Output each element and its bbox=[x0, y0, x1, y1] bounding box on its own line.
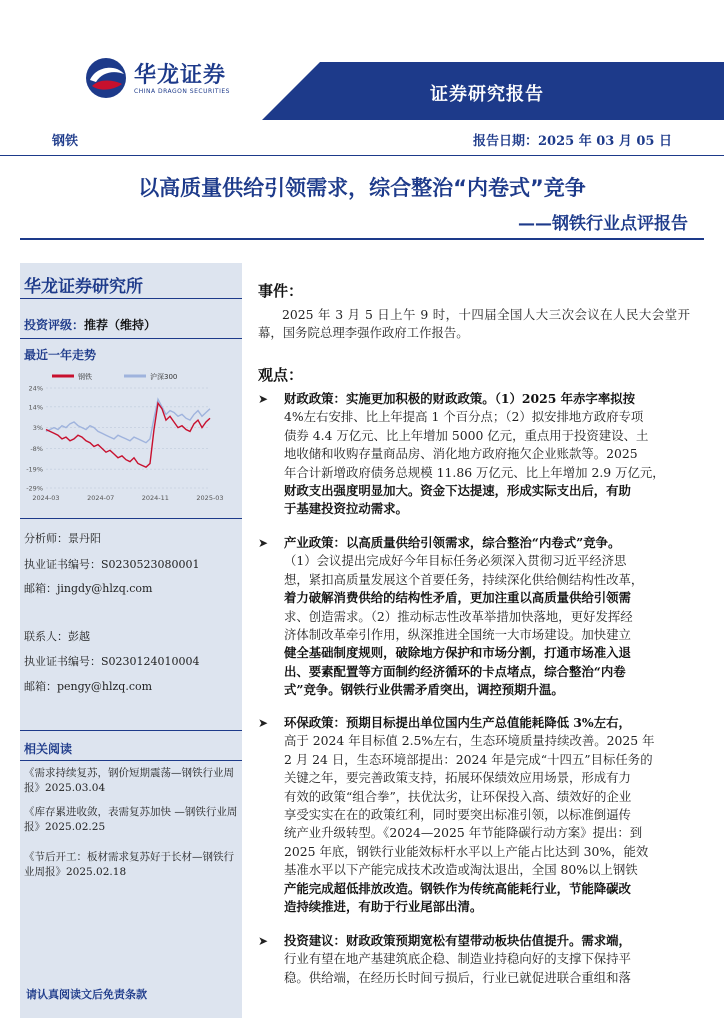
point-line bbox=[284, 534, 690, 552]
y-tick-label: 24% bbox=[28, 384, 43, 393]
bold-text: 于基建投资拉动需求。 bbox=[284, 501, 408, 517]
trend-chart bbox=[22, 366, 224, 508]
point-line bbox=[284, 390, 690, 408]
point-investment bbox=[284, 932, 690, 987]
related-title: 《库存累进收敛，表需复苏加快 —钢铁行业周报》 bbox=[24, 806, 238, 833]
point-line bbox=[284, 880, 690, 898]
point-line: 想，紧扣高质量发展这个首要任务，持续深化供给侧结构性改革， bbox=[284, 571, 644, 587]
point-fiscal bbox=[284, 390, 690, 519]
banner-label: 证券研究报告 bbox=[430, 84, 544, 105]
analyst-2-name: 联系人：彭越 bbox=[24, 630, 90, 643]
analyst-2-cert: 执业证书编号：S0230124010004 bbox=[24, 655, 200, 668]
y-tick-label: 14% bbox=[28, 403, 43, 412]
point-line: 稳。供给端，在经历长时间亏损后，行业已就促进联合重组和落 bbox=[284, 969, 631, 985]
analyst-1-cert: 执业证书编号：S0230523080001 bbox=[24, 558, 200, 571]
report-subtitle: ——钢铁行业点评报告 bbox=[518, 214, 688, 234]
point-line bbox=[284, 500, 690, 518]
institute-name: 华龙证券研究所 bbox=[24, 277, 143, 297]
related-title: 《需求持续复苏，钢价短期震荡—钢铁行业周报》 bbox=[24, 767, 234, 794]
point-line bbox=[284, 644, 690, 662]
related-date: 2025.03.04 bbox=[45, 782, 106, 794]
logo-english: CHINA DRAGON SECURITIES bbox=[134, 88, 230, 95]
bold-text: 式”竞争。钢铁行业供需矛盾突出，调控预期升温。 bbox=[284, 682, 564, 698]
bold-text: 造持续推进，有助于行业尾部出清。 bbox=[284, 899, 483, 915]
point-industry bbox=[284, 534, 690, 700]
point-line: 4%左右安排、比上年提高 1 个百分点；（2）拟安排地方政府专项 bbox=[284, 409, 644, 425]
x-tick-label: 2025-03 bbox=[196, 494, 224, 502]
related-date: 2025.02.25 bbox=[45, 821, 106, 833]
rating-label bbox=[24, 316, 156, 333]
related-item[interactable] bbox=[24, 805, 238, 835]
point-line bbox=[284, 714, 690, 732]
report-date: 报告日期：2025 年 03 月 05 日 bbox=[473, 134, 672, 149]
y-tick-label: -19% bbox=[26, 465, 43, 474]
y-tick-label: -8% bbox=[30, 444, 43, 453]
point-line: （1）会议提出完成好今年目标任务必须深入贯彻习近平经济思 bbox=[284, 553, 627, 569]
y-tick-label: -29% bbox=[26, 484, 43, 493]
analyst-2-email[interactable]: 邮箱：pengy@hlzq.com bbox=[24, 680, 153, 693]
bold-text: 出、要素配置等方面制约经济循环的卡点堵点，综合整治“内卷 bbox=[284, 663, 626, 679]
x-tick-label: 2024-11 bbox=[141, 494, 169, 502]
point-line bbox=[284, 681, 690, 699]
point-line: 2 月 24 日，生态环境部提出：2024 年是完成“十四五”目标任务的 bbox=[284, 751, 653, 767]
point-line bbox=[284, 589, 690, 607]
related-title: 《节后开工：板材需求复苏好于长材—钢铁行业周报》 bbox=[24, 851, 234, 878]
x-tick-label: 2024-07 bbox=[87, 494, 115, 502]
sidebar-rule bbox=[20, 730, 242, 731]
y-tick-label: 3% bbox=[32, 424, 43, 433]
title-rule bbox=[20, 238, 704, 240]
point-line: 有效的政策“组合拳”，扶优汰劣，让环保投入高、绩效好的企业 bbox=[284, 788, 632, 804]
point-line: 债券 4.4 万亿元、比上年增加 5000 亿元，重点用于投资建设、土 bbox=[284, 427, 649, 443]
bullet-arrow-icon: ➤ bbox=[258, 392, 269, 406]
point-line: 求、创造需求。（2）推动标志性改革举措加快落地，更好发挥经 bbox=[284, 608, 633, 624]
point-line bbox=[284, 898, 690, 916]
point-line bbox=[284, 663, 690, 681]
related-item[interactable] bbox=[24, 850, 238, 880]
point-line: 济体制改革牵引作用，纵深推进全国统一大市场建设。加快建立 bbox=[284, 627, 631, 643]
sidebar-rule bbox=[20, 298, 242, 299]
point-line: 关键之年，要完善政策支持，拓展环保绩效应用场景，形成有力 bbox=[284, 770, 631, 786]
point-line: 年合计新增政府债务总规模 11.86 万亿元、比上年增加 2.9 万亿元， bbox=[284, 464, 665, 480]
bold-text: 环保政策：预期目标提出单位国内生产总值能耗降低 3%左右， bbox=[284, 715, 631, 730]
rating-value: 推荐（维持） bbox=[84, 318, 157, 332]
legend-label: 钢铁 bbox=[78, 373, 92, 381]
views-heading: 观点： bbox=[258, 366, 304, 384]
point-environment bbox=[284, 714, 690, 916]
point-line: 高于 2024 年目标值 2.5%左右，生态环境质量持续改善。2025 年 bbox=[284, 733, 655, 749]
company-logo bbox=[84, 56, 128, 100]
point-line: 享受实实在在的政策红利，同时要突出标准引领，以标准倒逼传 bbox=[284, 807, 631, 823]
x-tick-label: 2024-03 bbox=[32, 494, 60, 502]
event-heading: 事件： bbox=[258, 282, 304, 300]
logo-swirl-icon bbox=[84, 56, 128, 100]
trend-label: 最近一年走势 bbox=[24, 348, 97, 362]
point-line: 2025 年底，钢铁行业能效标杆水平以上产能占比达到 30%，能效 bbox=[284, 843, 649, 859]
header-rule bbox=[0, 155, 724, 156]
related-item[interactable] bbox=[24, 766, 238, 796]
disclaimer-note: 请认真阅读文后免责条款 bbox=[26, 988, 147, 1001]
bold-text: 财政支出强度明显加大。资金下达提速，形成实际支出后，有助 bbox=[284, 483, 631, 499]
report-title: 以高质量供给引领需求，综合整治“内卷式”竞争 bbox=[138, 176, 586, 200]
legend-label: 沪深300 bbox=[150, 373, 178, 381]
sector-label: 钢铁 bbox=[52, 134, 79, 149]
point-line: 统产业升级转型。《2024—2025 年节能降碳行动方案》提出：到 bbox=[284, 825, 643, 841]
bold-text: 财政政策：实施更加积极的财政政策。（1）2025 年赤字率拟按 bbox=[284, 391, 635, 406]
rating-label-text: 投资评级： bbox=[24, 318, 85, 332]
bold-text: 产业政策：以高质量供给引领需求，综合整治“内卷式”竞争。 bbox=[284, 535, 621, 550]
sidebar-rule bbox=[20, 338, 242, 339]
point-line: 行业有望在地产基建筑底企稳、制造业持稳向好的支撑下保持平 bbox=[284, 951, 631, 967]
event-text: 2025 年 3 月 5 日上午 9 时，十四届全国人大三次会议在人民大会堂开幕，国务院总理李强作政府工作报告。 bbox=[258, 307, 690, 341]
sidebar-rule bbox=[20, 518, 242, 519]
bold-text: 产能完成超低排放改造。钢铁作为传统高能耗行业，节能降碳改 bbox=[284, 880, 631, 896]
sidebar-rule bbox=[20, 760, 242, 761]
analyst-1-name: 分析师：景丹阳 bbox=[24, 532, 101, 545]
point-line bbox=[284, 482, 690, 500]
bullet-arrow-icon: ➤ bbox=[258, 716, 269, 730]
bold-text: 着力破解消费供给的结构性矛盾，更加注重以高质量供给引领需 bbox=[284, 590, 631, 606]
point-line: 基准水平以下产能完成技术改造或淘汰退出，全国 80%以上钢铁 bbox=[284, 862, 638, 878]
related-label: 相关阅读 bbox=[24, 742, 73, 756]
bullet-arrow-icon: ➤ bbox=[258, 536, 269, 550]
bold-text: 健全基础制度规则，破除地方保护和市场分割，打通市场准入退 bbox=[284, 645, 631, 661]
related-date: 2025.02.18 bbox=[66, 866, 127, 878]
point-line bbox=[284, 932, 690, 950]
bold-text: 投资建议：财政政策预期宽松有望带动板块估值提升。需求端， bbox=[284, 933, 631, 948]
logo-name: 华龙证券 bbox=[134, 63, 227, 88]
point-line: 地收储和收购存量商品房、消化地方政府拖欠企业账款等。2025 bbox=[284, 446, 638, 462]
bullet-arrow-icon: ➤ bbox=[258, 934, 269, 948]
analyst-1-email[interactable]: 邮箱：jingdy@hlzq.com bbox=[24, 582, 153, 595]
